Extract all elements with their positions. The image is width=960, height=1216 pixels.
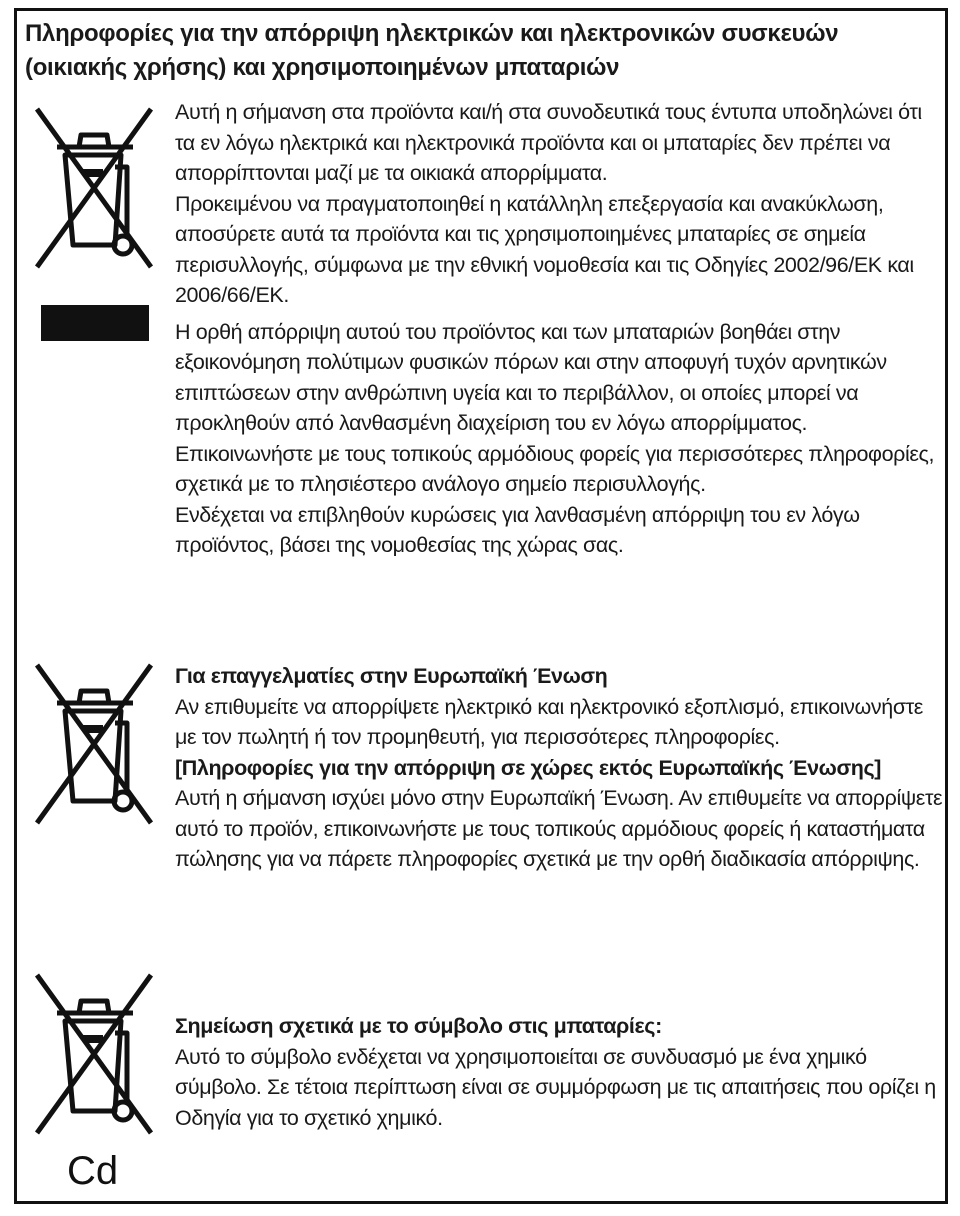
paragraph: Η ορθή απόρριψη αυτού του προϊόντος και των μπαταριών βοηθάει στην εξοικονόμηση πολύτιμων φυσικών πόρων και στην αποφυγή τυχόν αρνητικών επιπτώσεων στην ανθρώπινη υγεία και το περιβάλλον, οι οποίες μπορεί να προκληθούν από λανθασμένη διαχείριση του εν λόγω απορρίμματος. bbox=[175, 319, 887, 435]
paragraph: Αυτό το σύμβολο ενδέχεται να χρησιμοποιείται σε συνδυασμό με ένα χημικό σύμβολο. Σε τέτοια περίπτωση είναι σε συμμόρφωση με τις απαιτήσεις που ορίζει η Οδηγία για το σχετικό χημικό. bbox=[175, 1044, 936, 1130]
crossed-out-wheelie-bin-icon bbox=[23, 653, 163, 833]
section-heading: Σημείωση σχετικά με το σύμβολο στις μπαταρίες: bbox=[175, 1014, 662, 1038]
paragraph: Αυτή η σήμανση ισχύει μόνο στην Ευρωπαϊκή Ένωση. Αν επιθυμείτε να απορρίψετε αυτό το προϊόν, επικοινωνήστε με τους τοπικούς αρμόδιους φορείς ή καταστήματα πώλησης για να πάρετε πληροφορίες σχετικά με την ορθή διαδικασία απόρριψης. bbox=[175, 786, 943, 871]
paragraph: Αν επιθυμείτε να απορρίψετε ηλεκτρικό και ηλεκτρονικό εξοπλισμό, επικοινωνήστε με τον πωλητή ή τον προμηθευτή, για περισσότερες πληροφορίες. bbox=[175, 694, 923, 749]
section-heading: [Πληροφορίες για την απόρριψη σε χώρες εκτός Ευρωπαϊκής Ένωσης] bbox=[175, 755, 882, 780]
paragraph: Αυτή η σήμανση στα προϊόντα και/ή στα συνοδευτικά τους έντυπα υποδηλώνει ότι τα εν λόγω ηλεκτρικά και ηλεκτρονικά προϊόντα και οι μπαταρίες δεν πρέπει να απορρίπτονται μαζί με τα οικιακά απορρίμματα. bbox=[175, 100, 922, 185]
section-battery-note bbox=[175, 1011, 945, 1133]
section-heading: Για επαγγελματίες στην Ευρωπαϊκή Ένωση bbox=[175, 664, 608, 688]
document-frame bbox=[14, 8, 948, 1204]
crossed-out-wheelie-bin-icon bbox=[23, 97, 163, 277]
separate-collection-bar bbox=[41, 305, 149, 341]
section-household-disposal bbox=[175, 97, 945, 561]
chemical-symbol: Cd bbox=[67, 1149, 119, 1193]
paragraph: Προκειμένου να πραγματοποιηθεί η κατάλληλη επεξεργασία και ανακύκλωση, αποσύρετε αυτά τα προϊόντα και τις χρησιμοποιημένες μπαταρίες σε σημεία περισυλλογής, σύμφωνα με την εθνική νομοθεσία και τις Οδηγίες 2002/96/ΕΚ και 2006/66/ΕΚ. bbox=[175, 191, 914, 307]
section-business-users bbox=[175, 661, 945, 875]
crossed-out-wheelie-bin-icon bbox=[23, 963, 163, 1143]
paragraph: Επικοινωνήστε με τους τοπικούς αρμόδιους φορείς για περισσότερες πληροφορίες, σχετικά με το πλησιέστερο ανάλογο σημείο περισυλλογής. bbox=[175, 441, 935, 496]
paragraph: Ενδέχεται να επιβληθούν κυρώσεις για λανθασμένη απόρριψη του εν λόγω προϊόντος, βάσει της νομοθεσίας της χώρας σας. bbox=[175, 502, 860, 557]
page-title: Πληροφορίες για την απόρριψη ηλεκτρικών και ηλεκτρονικών συσκευών (οικιακής χρήσης) και χρησιμοποιημένων μπαταριών bbox=[25, 20, 839, 81]
